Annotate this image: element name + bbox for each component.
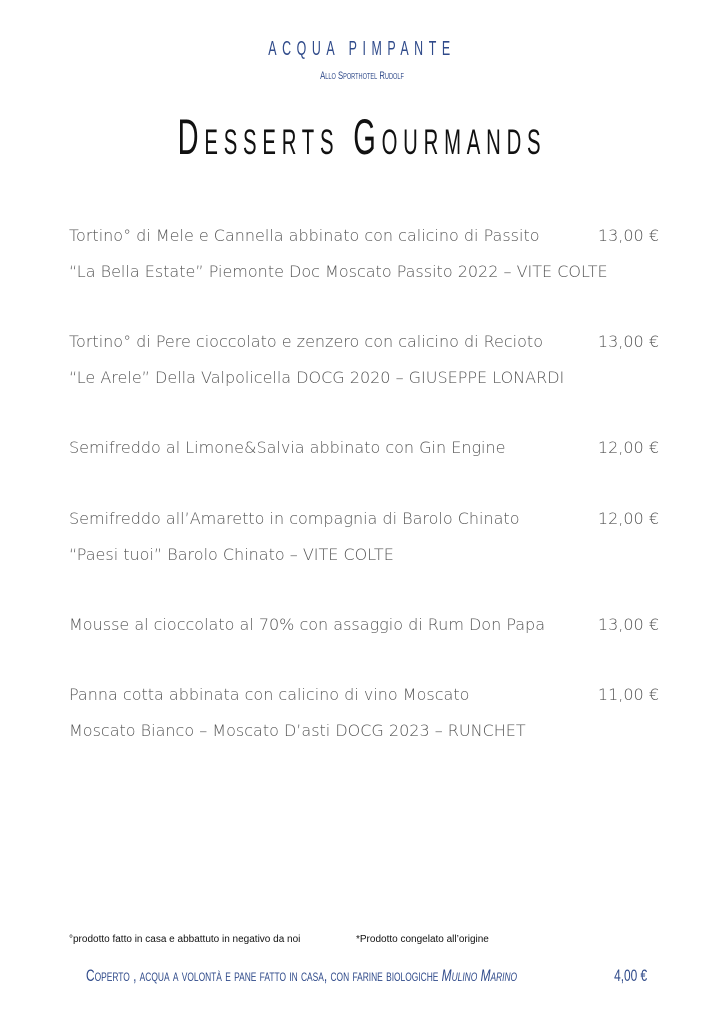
cover-price: 4,00 € <box>614 966 648 985</box>
item-price: 12,00 € <box>597 509 659 528</box>
cover-brand: Mulino Marino <box>441 966 518 985</box>
cover-text: Coperto , acqua a volontà e pane fatto in casa, con farine biologiche <box>86 966 442 985</box>
menu-item <box>69 685 659 757</box>
menu-item <box>69 226 659 298</box>
item-name: Semifreddo al Limone&Salvia abbinato con Gin Engine <box>69 438 506 457</box>
note-frozen: *Prodotto congelato all’origine <box>356 934 489 945</box>
item-name: Tortino° di Mele e Cannella abbinato con calicino di Passito <box>69 226 540 245</box>
item-price: 13,00 € <box>597 332 659 351</box>
brand-name: ACQUA PIMPANTE <box>268 38 456 60</box>
item-price: 13,00 € <box>597 226 659 245</box>
brand-subtitle: Allo Sporthotel Rudolf <box>320 70 404 82</box>
item-name: Mousse al cioccolato al 70% con assaggio di Rum Don Papa <box>69 615 546 634</box>
menu-item <box>69 438 659 474</box>
menu-item <box>69 332 659 404</box>
menu-item <box>69 509 659 581</box>
item-price: 12,00 € <box>597 438 659 457</box>
item-name: Semifreddo all’Amaretto in compagnia di Barolo Chinato <box>69 509 520 528</box>
page-title: Desserts Gourmands <box>177 109 547 165</box>
item-price: 13,00 € <box>597 615 659 634</box>
item-pairing: “Le Arele” Della Valpolicella DOCG 2020 – GIUSEPPE LONARDI <box>69 368 565 387</box>
item-pairing: “Paesi tuoi” Barolo Chinato – VITE COLTE <box>69 545 394 564</box>
item-pairing: “La Bella Estate” Piemonte Doc Moscato Passito 2022 – VITE COLTE <box>69 262 608 281</box>
item-price: 11,00 € <box>597 685 659 704</box>
item-name: Tortino° di Pere cioccolato e zenzero con calicino di Recioto <box>69 332 543 351</box>
cover-charge <box>86 966 646 986</box>
menu-item <box>69 615 659 651</box>
item-name: Panna cotta abbinata con calicino di vino Moscato <box>69 685 470 704</box>
note-homemade: °prodotto fatto in casa e abbattuto in negativo da noi <box>69 934 301 945</box>
item-pairing: Moscato Bianco – Moscato D’asti DOCG 2023 – RUNCHET <box>69 721 526 740</box>
